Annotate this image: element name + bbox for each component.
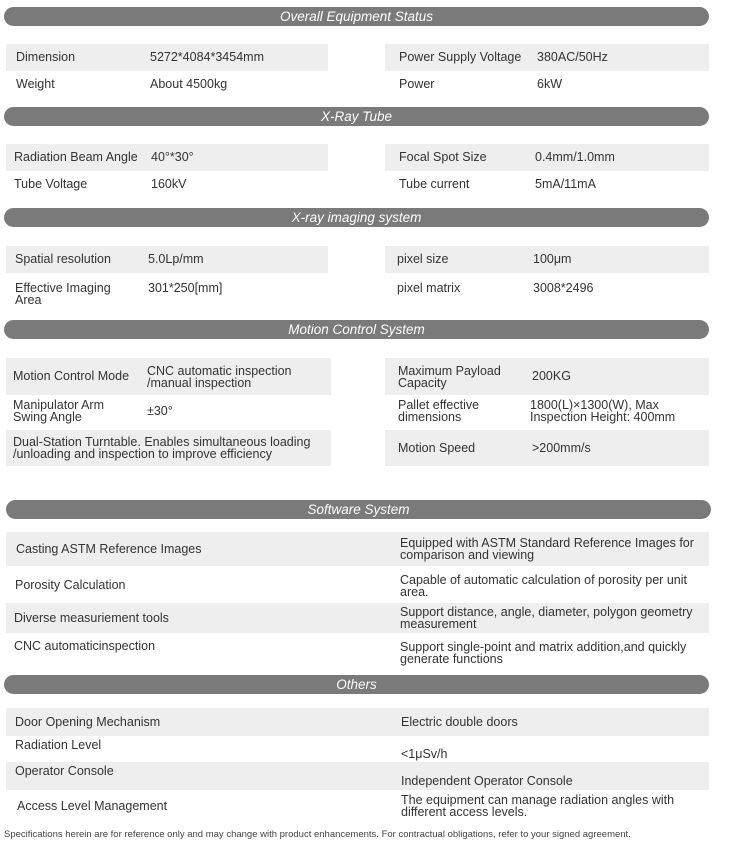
spec-row <box>6 144 328 171</box>
spec-value: 5mA/11mA <box>535 177 596 191</box>
spec-label: Tube Voltage <box>14 177 88 191</box>
spec-row <box>6 358 331 395</box>
spec-label: Maximum Payload Capacity <box>398 363 501 390</box>
spec-label: Weight <box>16 77 55 91</box>
spec-value: 1800(L)×1300(W), Max Inspection Height: 400mm <box>530 398 676 424</box>
spec-value: Capable of automatic calculation of porosity per unit area. <box>400 572 687 599</box>
spec-row <box>6 532 709 566</box>
spec-value: 40°*30° <box>151 150 194 164</box>
spec-value: 160kV <box>151 177 187 191</box>
spec-label: Door Opening Mechanism <box>15 714 161 729</box>
spec-value: 5272*4084*3454mm <box>150 50 264 64</box>
spec-value: 200KG <box>532 369 571 383</box>
spec-row <box>385 44 709 71</box>
spec-row <box>6 791 709 821</box>
spec-row <box>6 708 709 736</box>
spec-label: Radiation Level <box>15 737 102 752</box>
spec-label: pixel size <box>397 252 449 266</box>
spec-value: 3008*2496 <box>533 281 594 295</box>
spec-value: <1μSv/h <box>401 746 448 761</box>
spec-row <box>6 569 709 602</box>
spec-label: Porosity Calculation <box>15 578 126 592</box>
spec-value: Electric double doors <box>401 714 518 729</box>
spec-row <box>385 395 709 427</box>
spec-label: Diverse measuriement tools <box>14 610 169 625</box>
spec-label: Dimension <box>16 50 76 64</box>
spec-value: 301*250[mm] <box>148 281 223 295</box>
spec-row <box>385 71 709 98</box>
spec-label: Effective Imaging Area <box>15 281 111 307</box>
spec-row <box>385 144 709 171</box>
spec-label: Power Supply Voltage <box>399 50 522 64</box>
spec-value: Equipped with ASTM Standard Reference Images for comparison and viewing <box>400 536 694 562</box>
section-header-motion: Motion Control System <box>4 320 709 339</box>
section-header-others: Others <box>4 675 709 694</box>
disclaimer-footer: Specifications herein are for reference only and may change with product enhancements. For contractual obligations, refer to your signed agreement. <box>4 829 631 840</box>
spec-label: Manipulator Arm Swing Angle <box>13 398 105 424</box>
spec-value: Support distance, angle, diameter, polygon geometry measurement <box>400 605 693 631</box>
section-header-overall: Overall Equipment Status <box>4 7 709 26</box>
spec-label: Casting ASTM Reference Images <box>16 541 202 556</box>
spec-value: 380AC/50Hz <box>537 50 608 64</box>
spec-row <box>385 171 709 198</box>
spec-label: Spatial resolution <box>15 252 111 266</box>
spec-row <box>385 276 709 303</box>
spec-label: Motion Speed <box>398 440 476 455</box>
spec-row <box>385 246 709 273</box>
spec-label: Radiation Beam Angle <box>14 150 138 164</box>
spec-label: Pallet effective dimensions <box>398 398 480 424</box>
section-header-xray-tube: X-Ray Tube <box>4 107 709 126</box>
spec-value: >200mm/s <box>532 440 591 455</box>
spec-value: 0.4mm/1.0mm <box>535 150 615 164</box>
spec-row <box>385 358 709 395</box>
spec-row <box>6 395 331 427</box>
spec-label: Focal Spot Size <box>399 150 487 164</box>
section-header-software: Software System <box>6 500 711 519</box>
spec-label: Motion Control Mode <box>13 369 130 383</box>
spec-row <box>385 430 709 466</box>
spec-row <box>6 603 709 633</box>
spec-row <box>6 171 328 198</box>
spec-value: 6kW <box>537 77 562 91</box>
spec-row <box>6 430 331 466</box>
spec-value: 100μm <box>533 252 572 266</box>
spec-value: Support single-point and matrix addition,and quickly generate functions <box>400 640 687 666</box>
spec-label: pixel matrix <box>397 281 461 295</box>
spec-label: Operator Console <box>15 764 114 778</box>
spec-value: ±30° <box>147 403 173 418</box>
spec-label: CNC automaticinspection <box>14 639 156 653</box>
spec-row <box>6 276 328 310</box>
spec-row <box>6 762 709 790</box>
spec-value: CNC automatic inspection /manual inspection <box>147 363 292 390</box>
section-header-imaging: X-ray imaging system <box>4 208 709 227</box>
spec-row <box>6 636 709 668</box>
spec-value: Independent Operator Console <box>401 773 573 788</box>
spec-row <box>6 246 328 273</box>
spec-description: Dual-Station Turntable. Enables simultaneous loading /unloading and inspection to improve efficiency <box>13 435 311 461</box>
spec-value: The equipment can manage radiation angles with different access levels. <box>401 793 675 819</box>
spec-label: Tube current <box>399 177 470 191</box>
spec-label: Power <box>399 77 435 91</box>
spec-row <box>6 44 328 71</box>
spec-label: Access Level Management <box>17 798 168 813</box>
spec-value: 5.0Lp/mm <box>148 252 204 266</box>
spec-row <box>6 71 328 98</box>
spec-value: About 4500kg <box>150 77 228 91</box>
